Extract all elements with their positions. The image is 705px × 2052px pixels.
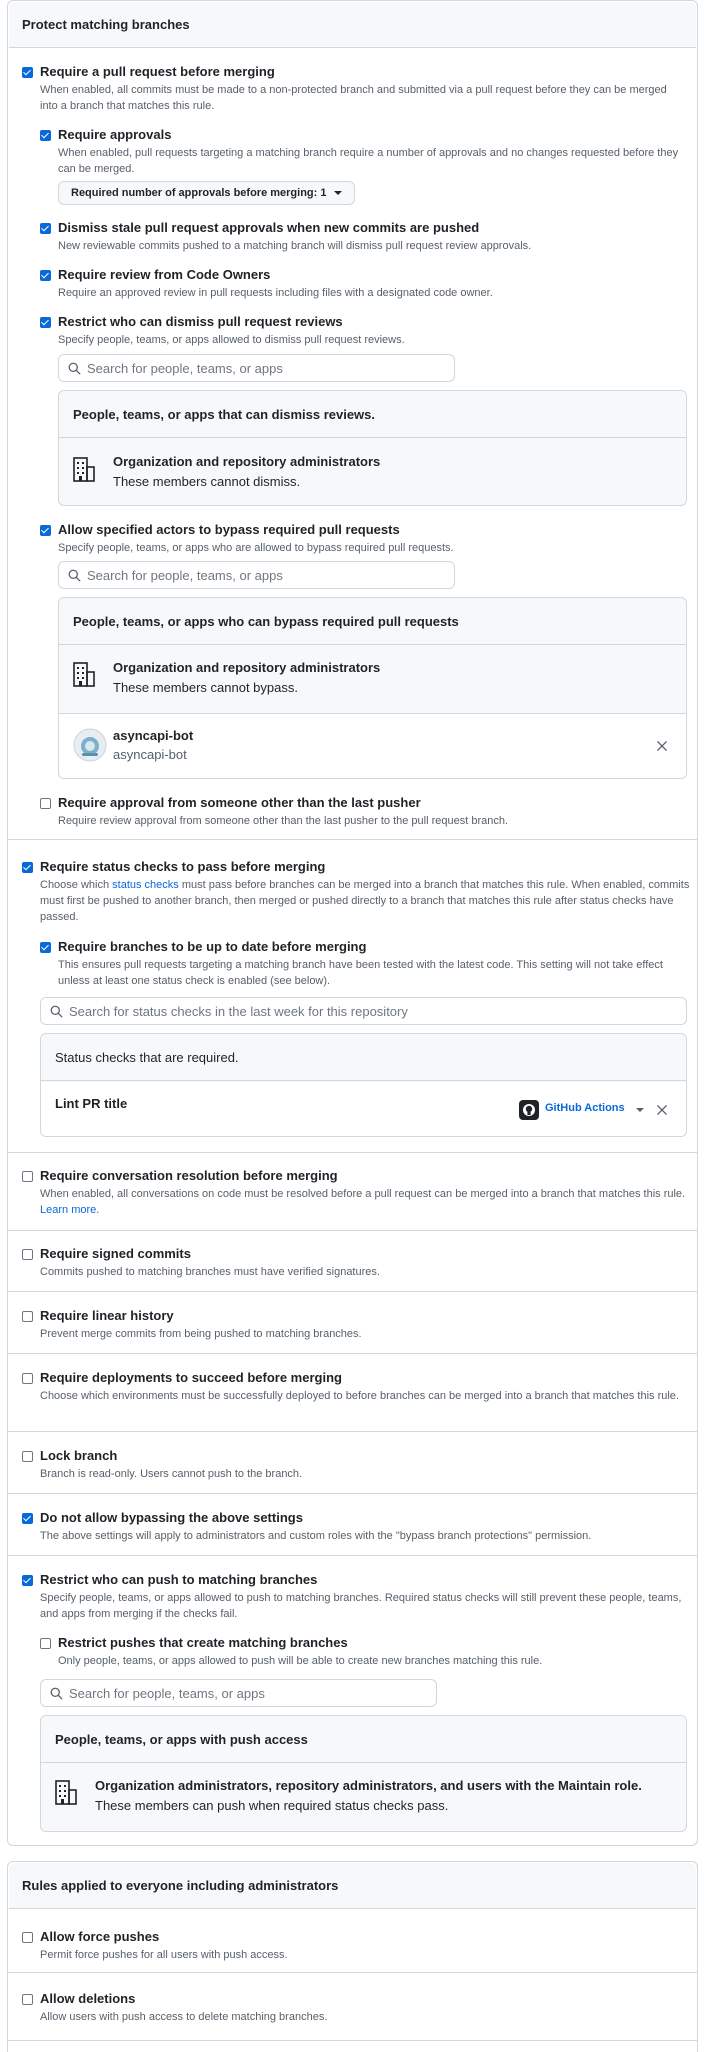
dismiss-stale-desc: New reviewable commits pushed to a matching branch will dismiss pull request review approvals. <box>58 240 532 252</box>
no-bypass-desc: The above settings will apply to administrators and custom roles with the "bypass branch protections" permission. <box>40 1530 592 1542</box>
conversation-label: Require conversation resolution before merging <box>40 1168 338 1183</box>
restrict-push-checkbox[interactable] <box>22 1575 33 1586</box>
divider <box>8 1230 697 1231</box>
linear-history-label: Require linear history <box>40 1308 174 1323</box>
up-to-date-desc: This ensures pull requests targeting a matching branch have been tested with the latest code. This setting will not take effect unless at least one status check is enabled (see below). <box>58 959 663 987</box>
linear-history-checkbox[interactable] <box>22 1311 33 1322</box>
signed-commits-label: Require signed commits <box>40 1246 191 1261</box>
bypass-label: Allow specified actors to bypass required pull requests <box>58 522 400 537</box>
signed-commits-desc: Commits pushed to matching branches must have verified signatures. <box>40 1266 380 1278</box>
box-title: Protect matching branches <box>22 17 190 32</box>
status-checks-panel-title: Status checks that are required. <box>55 1050 239 1065</box>
status-checks-link[interactable]: status checks <box>112 879 179 891</box>
search-icon <box>68 569 81 582</box>
restrict-create-desc: Only people, teams, or apps allowed to push will be able to create new branches matching this rule. <box>58 1655 543 1667</box>
bypass-actor-name: asyncapi-bot <box>113 728 194 743</box>
push-org-sub: These members can push when required status checks pass. <box>95 1798 449 1813</box>
bypass-search-input[interactable] <box>58 561 455 589</box>
deletions-checkbox[interactable] <box>22 1994 33 2005</box>
conversation-checkbox[interactable] <box>22 1171 33 1182</box>
last-pusher-desc: Require review approval from someone other than the last pusher to the pull request branch. <box>58 815 509 827</box>
caret-down-icon <box>334 191 342 195</box>
search-icon <box>68 362 81 375</box>
approvals-count-dropdown[interactable] <box>58 181 355 205</box>
divider <box>8 1972 697 1973</box>
restrict-dismiss-desc: Specify people, teams, or apps allowed to dismiss pull request reviews. <box>58 334 405 346</box>
close-icon[interactable] <box>657 1105 667 1115</box>
push-search-input[interactable] <box>40 1679 437 1707</box>
caret-down-icon[interactable] <box>636 1108 644 1112</box>
dismiss-org-sub: These members cannot dismiss. <box>113 474 301 489</box>
bypass-actor-row <box>59 713 686 778</box>
dismiss-org-title: Organization and repository administrators <box>113 454 381 469</box>
search-icon <box>50 1005 63 1018</box>
organization-icon <box>55 1780 77 1806</box>
restrict-push-label: Restrict who can push to matching branches <box>40 1572 318 1587</box>
dismiss-panel <box>58 390 687 506</box>
deployments-desc: Choose which environments must be successfully deployed to before branches can be merged into a branch that matches this rule. <box>40 1390 679 1402</box>
restrict-push-desc: Specify people, teams, or apps allowed to push to matching branches. Required status checks will still prevent these people, teams, and apps from merging if the checks fail. <box>40 1592 682 1620</box>
bypass-org-sub: These members cannot bypass. <box>113 680 298 695</box>
divider <box>8 1291 697 1292</box>
status-checks-checkbox[interactable] <box>22 862 33 873</box>
dismiss-search-placeholder: Search for people, teams, or apps <box>87 361 283 376</box>
status-checks-desc-pre: Choose which <box>40 879 113 891</box>
push-org-title: Organization administrators, repository administrators, and users with the Maintain role. <box>95 1778 642 1793</box>
dismiss-panel-header <box>59 391 686 438</box>
force-push-label: Allow force pushes <box>40 1929 160 1944</box>
organization-icon <box>73 662 95 688</box>
restrict-dismiss-label: Restrict who can dismiss pull request reviews <box>58 314 343 329</box>
linear-history-desc: Prevent merge commits from being pushed to matching branches. <box>40 1328 362 1340</box>
status-checks-panel-header <box>41 1034 686 1081</box>
status-check-search-input[interactable] <box>40 997 687 1025</box>
status-check-name: Lint PR title <box>55 1096 128 1111</box>
protect-matching-branches-box <box>7 0 698 1846</box>
dismiss-panel-title: People, teams, or apps that can dismiss reviews. <box>73 407 376 422</box>
status-checks-desc <box>40 877 690 925</box>
require-approvals-label: Require approvals <box>58 127 172 142</box>
push-search-placeholder: Search for people, teams, or apps <box>69 1686 265 1701</box>
search-icon <box>50 1687 63 1700</box>
status-check-search-placeholder: Search for status checks in the last week for this repository <box>69 1004 408 1019</box>
dismiss-stale-label: Dismiss stale pull request approvals when new commits are pushed <box>58 220 480 235</box>
lock-branch-desc: Branch is read-only. Users cannot push to the branch. <box>40 1468 303 1480</box>
require-approvals-desc: When enabled, pull requests targeting a matching branch require a number of approvals and no changes requested before they can be merged. <box>58 147 679 175</box>
status-checks-label: Require status checks to pass before merging <box>40 859 326 874</box>
divider <box>8 1493 697 1494</box>
status-checks-desc-post: must pass before branches can be merged into a branch that matches this rule. When enabled, commits must first be pushed to another branch, then merged or pushed directly to a branch that matches this rule after status checks have passed. <box>40 879 690 923</box>
restrict-create-label: Restrict pushes that create matching branches <box>58 1635 348 1650</box>
rules-everyone-box <box>7 1861 698 2052</box>
status-check-app[interactable]: GitHub Actions <box>545 1102 625 1114</box>
code-owners-checkbox[interactable] <box>40 270 51 281</box>
up-to-date-label: Require branches to be up to date before merging <box>58 939 367 954</box>
bypass-org-title: Organization and repository administrators <box>113 660 381 675</box>
no-bypass-label: Do not allow bypassing the above settings <box>40 1510 303 1525</box>
divider <box>8 1431 697 1432</box>
bypass-search-placeholder: Search for people, teams, or apps <box>87 568 283 583</box>
deletions-label: Allow deletions <box>40 1991 136 2006</box>
force-push-desc: Permit force pushes for all users with push access. <box>40 1949 288 1961</box>
dismiss-search-input[interactable] <box>58 354 455 382</box>
status-checks-panel <box>40 1033 687 1137</box>
bypass-panel <box>58 597 687 779</box>
bypass-checkbox[interactable] <box>40 525 51 536</box>
divider <box>8 839 697 840</box>
divider <box>8 1353 697 1354</box>
push-panel-title: People, teams, or apps with push access <box>55 1732 308 1747</box>
divider <box>8 1555 697 1556</box>
signed-commits-checkbox[interactable] <box>22 1249 33 1260</box>
push-access-panel <box>40 1715 687 1832</box>
bypass-panel-title: People, teams, or apps who can bypass required pull requests <box>73 614 459 629</box>
github-actions-icon <box>519 1100 539 1120</box>
up-to-date-checkbox[interactable] <box>40 942 51 953</box>
bypass-desc: Specify people, teams, or apps who are allowed to bypass required pull requests. <box>58 542 454 554</box>
restrict-dismiss-checkbox[interactable] <box>40 317 51 328</box>
divider <box>8 1152 697 1153</box>
close-icon[interactable] <box>657 741 667 751</box>
code-owners-label: Require review from Code Owners <box>58 267 271 282</box>
require-approvals-checkbox[interactable] <box>40 130 51 141</box>
status-check-row <box>41 1082 686 1136</box>
lock-branch-checkbox[interactable] <box>22 1451 33 1462</box>
avatar <box>73 728 107 762</box>
learn-more-link[interactable]: Learn more. <box>40 1204 100 1216</box>
force-push-checkbox[interactable] <box>22 1932 33 1943</box>
require-pr-label: Require a pull request before merging <box>40 64 275 79</box>
conversation-desc-text: When enabled, all conversations on code must be resolved before a pull request can be merged into a branch that matches this rule. <box>40 1188 686 1200</box>
approvals-count-label: Required number of approvals before merging: 1 <box>71 187 327 199</box>
deployments-label: Require deployments to succeed before merging <box>40 1370 342 1385</box>
last-pusher-label: Require approval from someone other than the last pusher <box>58 795 421 810</box>
last-pusher-checkbox[interactable] <box>40 798 51 809</box>
require-pr-desc: When enabled, all commits must be made to a non-protected branch and submitted via a pull request before they can be merged into a branch that matches this rule. <box>40 84 667 112</box>
bypass-panel-header <box>59 598 686 645</box>
restrict-create-checkbox[interactable] <box>40 1638 51 1649</box>
box-title: Rules applied to everyone including administrators <box>22 1878 339 1893</box>
require-pr-checkbox[interactable] <box>22 67 33 78</box>
no-bypass-checkbox[interactable] <box>22 1513 33 1524</box>
push-panel-header <box>41 1716 686 1763</box>
conversation-desc <box>40 1186 690 1218</box>
deployments-checkbox[interactable] <box>22 1373 33 1384</box>
dismiss-stale-checkbox[interactable] <box>40 223 51 234</box>
organization-icon <box>73 457 95 483</box>
code-owners-desc: Require an approved review in pull requests including files with a designated code owner. <box>58 287 493 299</box>
lock-branch-label: Lock branch <box>40 1448 118 1463</box>
deletions-desc: Allow users with push access to delete matching branches. <box>40 2011 328 2023</box>
divider <box>8 2040 697 2041</box>
bypass-actor-login: asyncapi-bot <box>113 747 187 762</box>
